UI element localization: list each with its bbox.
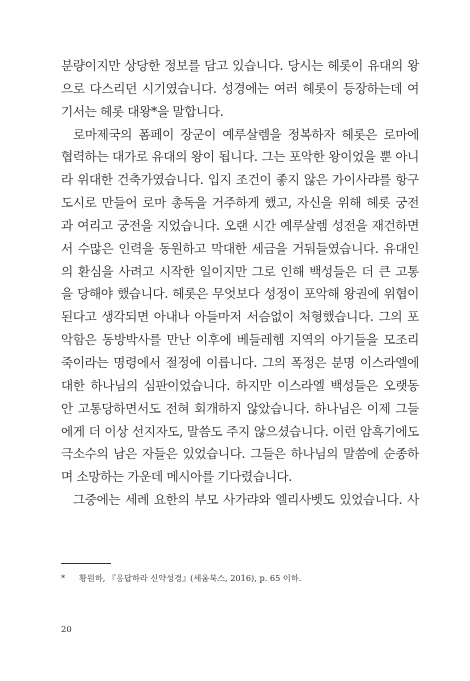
text-line-9: 서 수많은 인력을 동원하고 막대한 세금을 거둬들였습니다. 유대인: [61, 240, 419, 256]
text-line-18: 극소수의 남은 자들은 있었습니다. 그들은 하나님의 말씀에 순종하: [61, 446, 419, 462]
text-line-8: 과 여리고 궁전을 지었습니다. 오랜 시간 예루살렘 성전을 재건하면: [61, 217, 419, 233]
text-line-3: 기서는 헤롯 대왕*을 말합니다.: [61, 103, 224, 119]
text-line-10: 의 환심을 사려고 시작한 일이지만 그로 인해 백성들은 더 큰 고통: [61, 263, 419, 279]
footnote-text: 황원하, 『응답하라 신약성경』(세움북스, 2016), p. 65 이하.: [79, 573, 302, 583]
text-line-13: 악함은 동방박사를 만난 이후에 베들레헴 지역의 아기들을 모조리: [61, 332, 419, 348]
text-line-1: 분량이지만 상당한 정보를 담고 있습니다. 당시는 헤롯이 유대의 왕: [61, 58, 419, 73]
text-line-16: 안 고통당하면서도 전혀 회개하지 않았습니다. 하나님은 이제 그들: [61, 400, 419, 416]
text-line-14: 죽이라는 명령에서 절정에 이릅니다. 그의 폭정은 분명 이스라엘에: [61, 354, 419, 370]
text-line-11: 을 당해야 했습니다. 헤롯은 무엇보다 성정이 포악해 왕권에 위협이: [61, 286, 419, 302]
body-text: [61, 55, 419, 512]
footnote-divider: [61, 563, 111, 564]
text-line-2: 으로 다스리던 시기였습니다. 성경에는 여러 헤롯이 등장하는데 여: [61, 80, 419, 96]
text-line-19: 며 소망하는 가운데 메시아를 기다렸습니다.: [61, 469, 292, 485]
text-line-20: 그중에는 세례 요한의 부모 사가랴와 엘리사벳도 있었습니다. 사: [73, 492, 419, 508]
page-number: 20: [61, 625, 72, 635]
footnote: [61, 572, 301, 584]
text-line-17: 에게 더 이상 선지자도, 말씀도 주지 않으셨습니다. 이런 암흑기에도: [61, 423, 419, 439]
text-line-5: 협력하는 대가로 유대의 왕이 됩니다. 그는 포악한 왕이었을 뿐 아니: [61, 149, 419, 165]
text-line-6: 라 위대한 건축가였습니다. 입지 조건이 좋지 않은 가이사랴를 항구: [61, 172, 419, 188]
text-line-7: 도시로 만들어 로마 총독을 거주하게 했고, 자신을 위해 헤롯 궁전: [61, 195, 419, 211]
footnote-mark: *: [61, 573, 66, 583]
text-line-12: 된다고 생각되면 아내나 아들마저 서슴없이 처형했습니다. 그의 포: [61, 309, 419, 325]
text-line-15: 대한 하나님의 심판이었습니다. 하지만 이스라엘 백성들은 오랫동: [61, 377, 419, 393]
text-line-4: 로마제국의 폼페이 장군이 예루살렘을 정복하자 헤롯은 로마에: [73, 126, 419, 142]
